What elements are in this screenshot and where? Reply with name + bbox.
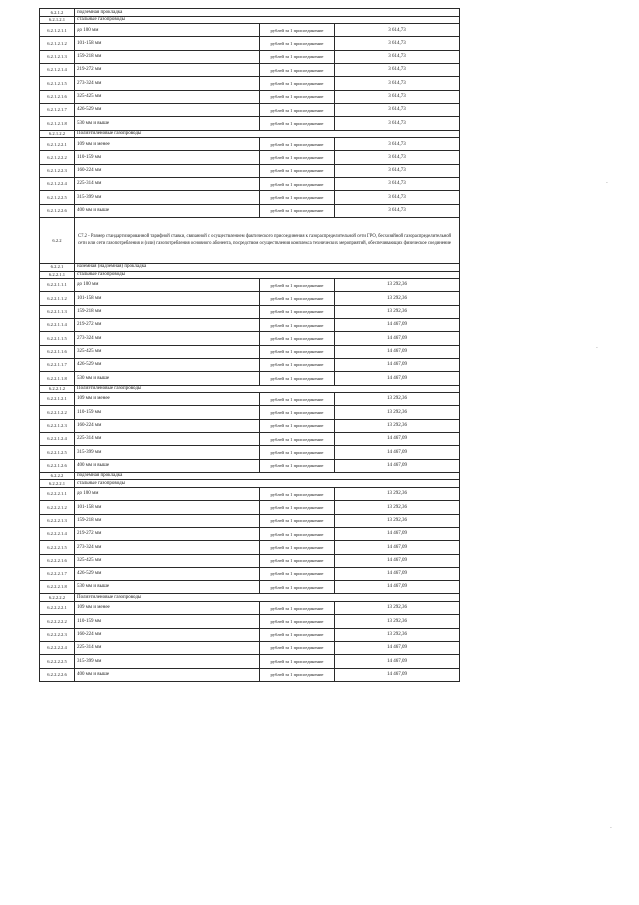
row-code: 6.2.1.2.1.3 [40,50,75,63]
table-row [40,554,460,567]
row-code: 6.2.2.2.1.4 [40,527,75,540]
row-code: 6.2.1.2.1.5 [40,77,75,90]
row-unit: рублей за 1 присоединение [260,117,335,130]
row-code: 6.2.2.2.1.1 [40,488,75,501]
row-code: 6.2.2.2 [40,472,75,480]
row-label: 160-224 мм [75,419,260,432]
row-label: 110-159 мм [75,151,260,164]
row-value: 3 614,73 [335,103,460,116]
row-code: 6.2.2.2.1.3 [40,514,75,527]
row-unit: рублей за 1 присоединение [260,432,335,445]
row-unit: рублей за 1 присоединение [260,305,335,318]
row-unit: рублей за 1 присоединение [260,459,335,472]
row-value: 3 614,73 [335,64,460,77]
row-label: 160-224 мм [75,628,260,641]
table-row [40,305,460,318]
row-value: 3 614,73 [335,164,460,177]
row-unit: рублей за 1 присоединение [260,393,335,406]
row-code: 6.2.2.2.2.3 [40,628,75,641]
row-unit: рублей за 1 присоединение [260,24,335,37]
row-code: 6.2.2.1.1.8 [40,372,75,385]
row-value: 14 467,09 [335,655,460,668]
row-code: 6.2.1.2.2.1 [40,138,75,151]
section-header-row [40,9,460,17]
row-value: 14 467,09 [335,319,460,332]
row-value: 3 614,73 [335,204,460,217]
row-unit: рублей за 1 присоединение [260,372,335,385]
row-value: 3 614,73 [335,191,460,204]
table-row [40,541,460,554]
row-label: 219-272 мм [75,527,260,540]
row-value: 3 614,73 [335,138,460,151]
row-label: 110-159 мм [75,615,260,628]
table-row [40,372,460,385]
row-label: 400 мм и выше [75,459,260,472]
table-row [40,151,460,164]
row-label: 109 мм и менее [75,138,260,151]
section-header-row [40,16,460,24]
table-row [40,602,460,615]
row-code: 6.2.2.1.2.3 [40,419,75,432]
row-label: 426-529 мм [75,567,260,580]
section-title: подземная прокладка [75,472,460,480]
section-header-row [40,263,460,271]
row-unit: рублей за 1 присоединение [260,90,335,103]
row-code: 6.2.1.2.1 [40,16,75,24]
row-unit: рублей за 1 присоединение [260,602,335,615]
row-unit: рублей за 1 присоединение [260,419,335,432]
table-row [40,164,460,177]
row-unit: рублей за 1 присоединение [260,164,335,177]
section-title: наземная (надземная) прокладка [75,263,460,271]
row-value: 13 292,36 [335,279,460,292]
scan-speck: · [606,180,608,187]
row-unit: рублей за 1 присоединение [260,178,335,191]
row-code: 6.2.2.2.2.6 [40,668,75,681]
row-code: 6.2.1.2.2.2 [40,151,75,164]
row-code: 6.2.2.2.1.5 [40,541,75,554]
row-unit: рублей за 1 присоединение [260,64,335,77]
table-row [40,406,460,419]
row-value: 14 467,09 [335,581,460,594]
row-label: 530 мм и выше [75,581,260,594]
row-label: до 100 мм [75,488,260,501]
row-value: 3 614,73 [335,77,460,90]
row-value: 13 292,36 [335,292,460,305]
section-title: Полиэтиленовые газопроводы [75,594,460,602]
row-code: 6.2.2.2.1 [40,480,75,488]
row-code: 6.2.2.2.2 [40,594,75,602]
section-header-row [40,480,460,488]
section-title: стальные газопроводы [75,16,460,24]
row-code: 6.2.2.1.1.7 [40,358,75,371]
row-value: 13 292,36 [335,393,460,406]
row-value: 3 614,73 [335,151,460,164]
row-value: 14 467,09 [335,567,460,580]
row-code: 6.2.2.2.1.8 [40,581,75,594]
row-unit: рублей за 1 присоединение [260,191,335,204]
row-label: 530 мм и выше [75,372,260,385]
row-value: 13 292,36 [335,305,460,318]
section-header-row [40,385,460,393]
row-code: 6.2.2.2.2.1 [40,602,75,615]
row-label: 400 мм и выше [75,668,260,681]
table-row [40,358,460,371]
row-code: 6.2.2.1.2 [40,385,75,393]
row-code: 6.2.2.1.1.1 [40,279,75,292]
scan-speck: · [596,345,598,352]
row-unit: рублей за 1 присоединение [260,50,335,63]
table-row [40,581,460,594]
row-label: 159-218 мм [75,50,260,63]
row-code: 6.2.2 [40,217,75,263]
row-code: 6.2.2.1.1.6 [40,345,75,358]
row-unit: рублей за 1 присоединение [260,628,335,641]
table-row [40,527,460,540]
table-row [40,191,460,204]
row-value: 3 614,73 [335,24,460,37]
table-row [40,37,460,50]
row-label: 273-324 мм [75,332,260,345]
row-value: 14 467,09 [335,358,460,371]
row-value: 3 614,73 [335,117,460,130]
row-unit: рублей за 1 присоединение [260,279,335,292]
table-row [40,204,460,217]
row-unit: рублей за 1 присоединение [260,358,335,371]
row-unit: рублей за 1 присоединение [260,668,335,681]
row-unit: рублей за 1 присоединение [260,581,335,594]
table-row [40,628,460,641]
section-title: Полиэтиленовые газопроводы [75,385,460,393]
row-unit: рублей за 1 присоединение [260,446,335,459]
row-code: 6.2.2.1.2.5 [40,446,75,459]
row-code: 6.2.2.1.1.3 [40,305,75,318]
table-row [40,446,460,459]
row-code: 6.2.1.2.1.1 [40,24,75,37]
row-code: 6.2.1.2.1.6 [40,90,75,103]
table-row [40,319,460,332]
row-value: 13 292,36 [335,602,460,615]
row-label: 219-272 мм [75,64,260,77]
row-code: 6.2.2.1.2.1 [40,393,75,406]
section-description: С7.2 - Размер стандартизированной тарифной ставки, связанной с осуществлением фактического присоединения к газораспределительной сети ГРО, бесхозяйной газораспределительной сети или сети газопотребления и (или) газопотребления основного абонента, посредством осуществления комплекса технических мероприятий, обеспечивающих физическое соединение [75,217,460,263]
row-unit: рублей за 1 присоединение [260,138,335,151]
row-value: 3 614,73 [335,90,460,103]
row-label: 426-529 мм [75,358,260,371]
row-value: 14 467,09 [335,332,460,345]
row-label: 160-224 мм [75,164,260,177]
section-header-row [40,130,460,138]
row-label: 315-399 мм [75,655,260,668]
table-row [40,514,460,527]
row-label: до 100 мм [75,24,260,37]
row-value: 13 292,36 [335,406,460,419]
row-value: 14 467,09 [335,372,460,385]
row-label: 159-218 мм [75,514,260,527]
row-code: 6.2.2.1.2.6 [40,459,75,472]
section-description-row [40,217,460,263]
section-title: Полиэтиленовые газопроводы [75,130,460,138]
tariff-table-body [40,9,460,682]
row-label: 225-314 мм [75,432,260,445]
row-unit: рублей за 1 присоединение [260,514,335,527]
row-code: 6.2.1.2.2.3 [40,164,75,177]
table-row [40,567,460,580]
table-row [40,138,460,151]
row-unit: рублей за 1 присоединение [260,488,335,501]
row-label: до 100 мм [75,279,260,292]
row-label: 325-425 мм [75,554,260,567]
row-code: 6.2.1.2 [40,9,75,17]
table-row [40,641,460,654]
row-unit: рублей за 1 присоединение [260,527,335,540]
row-code: 6.2.1.2.1.7 [40,103,75,116]
row-value: 14 467,09 [335,554,460,567]
row-label: 109 мм и менее [75,602,260,615]
row-value: 14 467,09 [335,459,460,472]
row-code: 6.2.2.1 [40,263,75,271]
row-label: 400 мм и выше [75,204,260,217]
tariff-table [39,8,460,682]
row-label: 219-272 мм [75,319,260,332]
table-row [40,501,460,514]
row-code: 6.2.2.1.1.2 [40,292,75,305]
row-value: 14 467,09 [335,641,460,654]
table-row [40,432,460,445]
row-value: 14 467,09 [335,432,460,445]
row-value: 13 292,36 [335,501,460,514]
row-code: 6.2.2.2.1.2 [40,501,75,514]
row-unit: рублей за 1 присоединение [260,77,335,90]
row-value: 14 467,09 [335,446,460,459]
section-title: стальные газопроводы [75,480,460,488]
row-value: 14 467,09 [335,527,460,540]
row-code: 6.2.2.1.2.4 [40,432,75,445]
row-unit: рублей за 1 присоединение [260,103,335,116]
row-code: 6.2.2.1.1.5 [40,332,75,345]
row-value: 13 292,36 [335,488,460,501]
row-value: 13 292,36 [335,615,460,628]
section-header-row [40,472,460,480]
row-unit: рублей за 1 присоединение [260,501,335,514]
table-row [40,345,460,358]
row-code: 6.2.2.2.2.4 [40,641,75,654]
row-unit: рублей за 1 присоединение [260,292,335,305]
row-value: 3 614,73 [335,37,460,50]
row-code: 6.2.2.1.2.2 [40,406,75,419]
row-label: 101-158 мм [75,292,260,305]
row-code: 6.2.1.2.2.6 [40,204,75,217]
row-label: 530 мм и выше [75,117,260,130]
row-unit: рублей за 1 присоединение [260,151,335,164]
row-label: 325-425 мм [75,345,260,358]
row-label: 109 мм и менее [75,393,260,406]
table-row [40,393,460,406]
table-row [40,292,460,305]
row-unit: рублей за 1 присоединение [260,655,335,668]
row-code: 6.2.2.1.1.4 [40,319,75,332]
table-row [40,117,460,130]
section-header-row [40,594,460,602]
row-unit: рублей за 1 присоединение [260,345,335,358]
row-label: 101-158 мм [75,501,260,514]
row-unit: рублей за 1 присоединение [260,541,335,554]
table-row [40,64,460,77]
row-code: 6.2.2.2.2.2 [40,615,75,628]
row-label: 315-399 мм [75,446,260,459]
row-value: 3 614,73 [335,50,460,63]
row-label: 325-425 мм [75,90,260,103]
table-row [40,103,460,116]
table-row [40,668,460,681]
row-label: 273-324 мм [75,77,260,90]
row-unit: рублей за 1 присоединение [260,641,335,654]
table-row [40,615,460,628]
row-unit: рублей за 1 присоединение [260,406,335,419]
table-row [40,488,460,501]
row-code: 6.2.1.2.1.2 [40,37,75,50]
row-unit: рублей за 1 присоединение [260,204,335,217]
row-unit: рублей за 1 присоединение [260,615,335,628]
row-value: 13 292,36 [335,514,460,527]
table-row [40,77,460,90]
table-row [40,332,460,345]
row-label: 273-324 мм [75,541,260,554]
row-value: 13 292,36 [335,419,460,432]
table-row [40,459,460,472]
section-title: подземная прокладка [75,9,460,17]
row-unit: рублей за 1 присоединение [260,37,335,50]
row-unit: рублей за 1 присоединение [260,554,335,567]
table-row [40,419,460,432]
table-row [40,655,460,668]
row-code: 6.2.1.2.2.5 [40,191,75,204]
row-value: 14 467,09 [335,668,460,681]
row-label: 159-218 мм [75,305,260,318]
row-value: 13 292,36 [335,628,460,641]
row-code: 6.2.1.2.1.8 [40,117,75,130]
table-row [40,90,460,103]
row-code: 6.2.2.1.1 [40,271,75,279]
table-row [40,178,460,191]
row-code: 6.2.2.2.2.5 [40,655,75,668]
row-unit: рублей за 1 присоединение [260,332,335,345]
row-unit: рублей за 1 присоединение [260,567,335,580]
row-code: 6.2.2.2.1.7 [40,567,75,580]
row-value: 14 467,09 [335,345,460,358]
table-row [40,50,460,63]
table-row [40,279,460,292]
row-label: 225-314 мм [75,641,260,654]
row-label: 315-399 мм [75,191,260,204]
row-label: 110-159 мм [75,406,260,419]
row-label: 426-529 мм [75,103,260,116]
row-label: 225-314 мм [75,178,260,191]
row-value: 14 467,09 [335,541,460,554]
table-row [40,24,460,37]
row-code: 6.2.2.2.1.6 [40,554,75,567]
row-code: 6.2.1.2.1.4 [40,64,75,77]
row-value: 3 614,73 [335,178,460,191]
scan-speck: · [610,825,612,832]
row-code: 6.2.1.2.2 [40,130,75,138]
row-code: 6.2.1.2.2.4 [40,178,75,191]
row-unit: рублей за 1 присоединение [260,319,335,332]
section-header-row [40,271,460,279]
section-title: стальные газопроводы [75,271,460,279]
row-label: 101-158 мм [75,37,260,50]
